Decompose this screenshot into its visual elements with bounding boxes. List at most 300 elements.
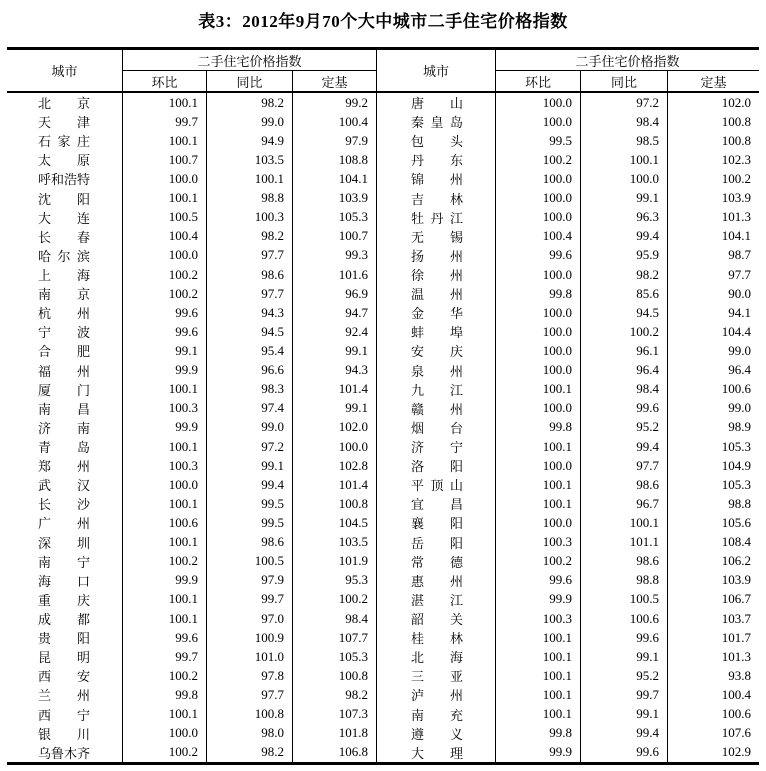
city-name-cell: 呼 和 浩 特 [7, 169, 123, 188]
city-name-cell: 石 家 庄 [7, 131, 123, 150]
fixed-base-column-header: 定基 [700, 74, 727, 90]
table-row [7, 150, 377, 169]
yoy-value-cell: 101.0 [207, 647, 293, 666]
yoy-value-cell: 94.3 [207, 303, 293, 322]
mom-value-cell: 100.0 [496, 93, 581, 112]
yoy-value-cell: 98.8 [581, 571, 668, 590]
fixed-base-value-cell: 100.8 [721, 113, 751, 129]
yoy-value-cell: 85.6 [581, 284, 668, 303]
table-row [7, 341, 377, 360]
city-name-cell: 唐 山 [377, 93, 496, 112]
mom-value-cell: 100.0 [496, 112, 581, 131]
mom-column-header: 环比 [496, 71, 581, 91]
mom-value-cell: 100.1 [496, 705, 581, 724]
fixed-base-value-cell: 94.7 [293, 303, 377, 322]
fixed-base-value-cell: 98.7 [728, 247, 751, 263]
table-row [7, 189, 377, 208]
city-name-cell: 九 江 [377, 380, 496, 399]
yoy-value-cell: 99.5 [207, 494, 293, 513]
table-row [7, 475, 377, 494]
fixed-base-value-cell: 101.8 [293, 724, 377, 743]
fixed-base-value-cell: 100.6 [721, 706, 751, 722]
table-row [7, 628, 377, 647]
table-row [7, 208, 377, 227]
fixed-base-value-cell: 103.5 [293, 533, 377, 552]
fixed-base-value-cell: 104.1 [721, 228, 751, 244]
fixed-base-value-cell: 105.6 [721, 514, 751, 530]
index-group-header: 二手住宅价格指数 [123, 50, 377, 71]
yoy-value-cell: 100.5 [581, 590, 668, 609]
mom-value-cell: 100.6 [123, 513, 207, 532]
mom-value-cell: 100.0 [496, 265, 581, 284]
table-row [377, 437, 759, 456]
city-name-cell: 襄 阳 [377, 513, 496, 532]
mom-value-cell: 99.8 [496, 724, 581, 743]
table-row [7, 533, 377, 552]
yoy-value-cell: 99.7 [207, 590, 293, 609]
fixed-base-value-cell: 108.4 [721, 534, 751, 550]
mom-value-cell: 100.1 [496, 475, 581, 494]
fixed-base-value-cell: 107.3 [293, 705, 377, 724]
city-name-cell: 北 海 [377, 647, 496, 666]
yoy-value-cell: 97.7 [207, 685, 293, 704]
table-body-left [7, 93, 377, 762]
table-row [377, 533, 759, 552]
table-row [377, 112, 759, 131]
table-row [7, 513, 377, 532]
yoy-value-cell: 98.2 [581, 265, 668, 284]
mom-value-cell: 99.9 [123, 571, 207, 590]
city-name-cell: 牡 丹 江 [377, 208, 496, 227]
yoy-value-cell: 99.5 [207, 513, 293, 532]
table-row [377, 227, 759, 246]
city-name-cell: 大 连 [7, 208, 123, 227]
mom-value-cell: 100.0 [123, 475, 207, 494]
city-name-cell: 南 充 [377, 705, 496, 724]
mom-value-cell: 99.8 [496, 418, 581, 437]
yoy-value-cell: 98.6 [581, 552, 668, 571]
fixed-base-value-cell: 100.8 [293, 666, 377, 685]
yoy-value-cell: 96.3 [581, 208, 668, 227]
fixed-base-value-cell: 98.2 [293, 685, 377, 704]
city-name-cell: 贵 阳 [7, 628, 123, 647]
yoy-value-cell: 101.1 [581, 533, 668, 552]
fixed-base-value-cell: 103.9 [721, 572, 751, 588]
city-name-cell: 西 安 [7, 666, 123, 685]
city-name-cell: 岳 阳 [377, 533, 496, 552]
yoy-value-cell: 98.6 [581, 475, 668, 494]
mom-value-cell: 100.0 [496, 341, 581, 360]
yoy-value-cell: 99.4 [581, 724, 668, 743]
table-row [7, 418, 377, 437]
yoy-value-cell: 98.2 [207, 227, 293, 246]
city-column-header: 城市 [377, 50, 496, 91]
mom-value-cell: 100.2 [123, 284, 207, 303]
table-row [7, 571, 377, 590]
fixed-base-value-cell: 100.8 [293, 494, 377, 513]
mom-value-cell: 100.3 [123, 456, 207, 475]
yoy-value-cell: 99.1 [207, 456, 293, 475]
mom-value-cell: 100.3 [496, 533, 581, 552]
fixed-base-value-cell: 105.3 [721, 476, 751, 492]
mom-value-cell: 100.2 [496, 150, 581, 169]
mom-value-cell: 100.0 [496, 189, 581, 208]
city-name-cell: 沈 阳 [7, 189, 123, 208]
table-row [7, 705, 377, 724]
fixed-base-value-cell: 102.8 [293, 456, 377, 475]
mom-value-cell: 100.0 [496, 322, 581, 341]
city-name-cell: 韶 关 [377, 609, 496, 628]
mom-value-cell: 100.1 [123, 494, 207, 513]
city-column-header: 城市 [7, 50, 123, 91]
table-row [7, 246, 377, 265]
table-row [377, 666, 759, 685]
table-row [377, 380, 759, 399]
table-row [7, 494, 377, 513]
mom-value-cell: 99.7 [123, 647, 207, 666]
table-row [377, 647, 759, 666]
fixed-base-value-cell: 104.4 [721, 323, 751, 339]
fixed-base-value-cell: 99.1 [293, 341, 377, 360]
table-row [7, 112, 377, 131]
yoy-value-cell: 99.1 [581, 705, 668, 724]
mom-value-cell: 100.1 [496, 380, 581, 399]
city-name-cell: 深 圳 [7, 533, 123, 552]
yoy-value-cell: 99.6 [581, 399, 668, 418]
city-name-cell: 宁 波 [7, 322, 123, 341]
fixed-base-value-cell: 94.3 [293, 361, 377, 380]
city-name-cell: 丹 东 [377, 150, 496, 169]
yoy-value-cell: 100.8 [207, 705, 293, 724]
fixed-base-value-cell: 101.7 [721, 629, 751, 645]
mom-value-cell: 100.0 [123, 246, 207, 265]
mom-value-cell: 100.0 [123, 724, 207, 743]
fixed-base-value-cell: 106.2 [721, 553, 751, 569]
yoy-value-cell: 99.1 [581, 647, 668, 666]
yoy-value-cell: 96.1 [581, 341, 668, 360]
city-name-cell: 洛 阳 [377, 456, 496, 475]
mom-value-cell: 100.1 [123, 437, 207, 456]
yoy-column-header: 同比 [581, 71, 668, 91]
fixed-base-value-cell: 101.9 [293, 552, 377, 571]
fixed-base-value-cell: 100.0 [293, 437, 377, 456]
table-row [377, 265, 759, 284]
mom-value-cell: 100.1 [123, 189, 207, 208]
mom-column-header: 环比 [123, 71, 207, 91]
yoy-value-cell: 100.9 [207, 628, 293, 647]
mom-value-cell: 100.0 [496, 361, 581, 380]
mom-value-cell: 100.0 [123, 169, 207, 188]
yoy-value-cell: 97.2 [207, 437, 293, 456]
table-row [7, 724, 377, 743]
fixed-base-value-cell: 103.9 [721, 190, 751, 206]
fixed-base-value-cell: 99.3 [293, 246, 377, 265]
yoy-value-cell: 98.8 [207, 189, 293, 208]
mom-value-cell: 100.1 [123, 131, 207, 150]
yoy-value-cell: 99.7 [581, 685, 668, 704]
fixed-base-value-cell: 97.9 [293, 131, 377, 150]
city-name-cell: 济 南 [7, 418, 123, 437]
yoy-value-cell: 97.7 [581, 456, 668, 475]
table-row [377, 571, 759, 590]
city-name-cell: 湛 江 [377, 590, 496, 609]
table-row [7, 131, 377, 150]
mom-value-cell: 100.7 [123, 150, 207, 169]
mom-value-cell: 99.6 [123, 628, 207, 647]
city-name-cell: 郑 州 [7, 456, 123, 475]
city-name-cell: 秦 皇 岛 [377, 112, 496, 131]
fixed-base-value-cell: 104.5 [293, 513, 377, 532]
mom-value-cell: 100.1 [496, 666, 581, 685]
fixed-base-value-cell: 105.3 [721, 438, 751, 454]
city-name-cell: 成 都 [7, 609, 123, 628]
table-row [377, 724, 759, 743]
fixed-base-value-cell: 100.6 [721, 381, 751, 397]
fixed-base-value-cell: 105.3 [293, 647, 377, 666]
table-row [377, 609, 759, 628]
mom-value-cell: 100.1 [496, 437, 581, 456]
fixed-base-value-cell: 98.8 [728, 495, 751, 511]
city-name-cell: 厦 门 [7, 380, 123, 399]
fixed-base-value-cell: 104.9 [721, 457, 751, 473]
city-name-cell: 安 庆 [377, 341, 496, 360]
fixed-base-value-cell: 106.8 [293, 743, 377, 762]
mom-value-cell: 100.4 [123, 227, 207, 246]
mom-value-cell: 99.9 [123, 361, 207, 380]
yoy-value-cell: 98.5 [581, 131, 668, 150]
table-row [7, 227, 377, 246]
yoy-value-cell: 99.6 [581, 628, 668, 647]
mom-value-cell: 100.2 [123, 552, 207, 571]
yoy-value-cell: 100.1 [581, 150, 668, 169]
city-name-cell: 烟 台 [377, 418, 496, 437]
table-header-left [7, 50, 377, 93]
yoy-value-cell: 95.9 [581, 246, 668, 265]
table-row [377, 628, 759, 647]
city-name-cell: 重 庆 [7, 590, 123, 609]
table-row [7, 685, 377, 704]
mom-value-cell: 100.0 [496, 208, 581, 227]
mom-value-cell: 99.8 [496, 284, 581, 303]
mom-value-cell: 100.2 [123, 666, 207, 685]
table-left-half [7, 50, 377, 762]
fixed-base-value-cell: 99.0 [728, 342, 751, 358]
yoy-value-cell: 96.7 [581, 494, 668, 513]
fixed-base-value-cell: 103.7 [721, 610, 751, 626]
city-name-cell: 昆 明 [7, 647, 123, 666]
city-name-cell: 乌 鲁 木 齐 [7, 743, 123, 762]
city-name-cell: 南 昌 [7, 399, 123, 418]
city-name-cell: 吉 林 [377, 189, 496, 208]
city-name-cell: 泉 州 [377, 361, 496, 380]
city-name-cell: 蚌 埠 [377, 322, 496, 341]
fixed-base-value-cell: 101.3 [721, 209, 751, 225]
city-name-cell: 惠 州 [377, 571, 496, 590]
city-name-cell: 扬 州 [377, 246, 496, 265]
fixed-base-value-cell: 101.4 [293, 475, 377, 494]
city-name-cell: 金 华 [377, 303, 496, 322]
mom-value-cell: 100.2 [123, 265, 207, 284]
yoy-value-cell: 99.0 [207, 112, 293, 131]
yoy-value-cell: 98.6 [207, 533, 293, 552]
table-row [7, 609, 377, 628]
table-row [377, 361, 759, 380]
mom-value-cell: 100.1 [123, 380, 207, 399]
fixed-base-value-cell: 107.6 [721, 725, 751, 741]
table-row [377, 322, 759, 341]
fixed-base-value-cell: 103.9 [293, 189, 377, 208]
city-name-cell: 常 德 [377, 552, 496, 571]
mom-value-cell: 99.6 [496, 246, 581, 265]
mom-value-cell: 100.0 [496, 303, 581, 322]
city-name-cell: 包 头 [377, 131, 496, 150]
yoy-value-cell: 99.0 [207, 418, 293, 437]
fixed-base-value-cell: 92.4 [293, 322, 377, 341]
yoy-value-cell: 98.3 [207, 380, 293, 399]
city-name-cell: 大 理 [377, 743, 496, 762]
table-row [7, 666, 377, 685]
mom-value-cell: 99.6 [496, 571, 581, 590]
mom-value-cell: 100.3 [123, 399, 207, 418]
table-row [7, 456, 377, 475]
city-name-cell: 济 宁 [377, 437, 496, 456]
city-name-cell: 哈 尔 滨 [7, 246, 123, 265]
fixed-base-value-cell: 100.8 [721, 132, 751, 148]
yoy-value-cell: 96.6 [207, 361, 293, 380]
yoy-value-cell: 98.4 [581, 112, 668, 131]
city-name-cell: 青 岛 [7, 437, 123, 456]
fixed-base-value-cell: 108.8 [293, 150, 377, 169]
table-row [7, 361, 377, 380]
yoy-value-cell: 100.6 [581, 609, 668, 628]
city-name-cell: 广 州 [7, 513, 123, 532]
mom-value-cell: 100.1 [123, 93, 207, 112]
table-row [377, 169, 759, 188]
yoy-value-cell: 95.4 [207, 341, 293, 360]
table-row [7, 380, 377, 399]
mom-value-cell: 99.1 [123, 341, 207, 360]
mom-value-cell: 100.1 [496, 685, 581, 704]
city-name-cell: 北 京 [7, 93, 123, 112]
mom-value-cell: 99.9 [123, 418, 207, 437]
yoy-value-cell: 95.2 [581, 418, 668, 437]
mom-value-cell: 100.1 [123, 533, 207, 552]
yoy-value-cell: 98.2 [207, 93, 293, 112]
city-name-cell: 合 肥 [7, 341, 123, 360]
fixed-base-value-cell: 107.7 [293, 628, 377, 647]
table-body-right [377, 93, 759, 762]
yoy-value-cell: 98.6 [207, 265, 293, 284]
fixed-base-value-cell: 106.7 [721, 591, 751, 607]
city-name-cell: 南 宁 [7, 552, 123, 571]
fixed-base-value-cell: 99.1 [293, 399, 377, 418]
city-name-cell: 海 口 [7, 571, 123, 590]
city-name-cell: 长 沙 [7, 494, 123, 513]
fixed-base-value-cell: 94.1 [728, 304, 751, 320]
table-row [377, 513, 759, 532]
table-header-right [377, 50, 759, 93]
fixed-base-value-cell: 101.3 [721, 648, 751, 664]
fixed-base-value-cell: 100.7 [293, 227, 377, 246]
yoy-value-cell: 103.5 [207, 150, 293, 169]
yoy-value-cell: 99.4 [581, 437, 668, 456]
yoy-value-cell: 99.1 [581, 189, 668, 208]
table-row [7, 743, 377, 762]
table-row [7, 322, 377, 341]
city-name-cell: 赣 州 [377, 399, 496, 418]
index-group-header: 二手住宅价格指数 [496, 50, 759, 71]
table-row [377, 189, 759, 208]
table-row [7, 303, 377, 322]
mom-value-cell: 99.8 [123, 685, 207, 704]
yoy-value-cell: 98.0 [207, 724, 293, 743]
table-row [7, 169, 377, 188]
city-name-cell: 温 州 [377, 284, 496, 303]
mom-value-cell: 100.0 [496, 456, 581, 475]
yoy-value-cell: 100.5 [207, 552, 293, 571]
city-name-cell: 无 锡 [377, 227, 496, 246]
table-row [377, 685, 759, 704]
mom-value-cell: 100.0 [496, 399, 581, 418]
fixed-base-value-cell: 102.0 [721, 94, 751, 110]
city-name-cell: 银 川 [7, 724, 123, 743]
yoy-value-cell: 98.4 [581, 380, 668, 399]
table-row [377, 475, 759, 494]
yoy-value-cell: 99.4 [207, 475, 293, 494]
yoy-value-cell: 99.4 [581, 227, 668, 246]
table-row [377, 93, 759, 112]
table-row [377, 456, 759, 475]
mom-value-cell: 99.9 [496, 590, 581, 609]
city-name-cell: 平 顶 山 [377, 475, 496, 494]
mom-value-cell: 100.0 [496, 513, 581, 532]
table-row [7, 647, 377, 666]
fixed-base-value-cell: 93.8 [728, 667, 751, 683]
fixed-base-value-cell: 105.3 [293, 208, 377, 227]
city-name-cell: 杭 州 [7, 303, 123, 322]
yoy-value-cell: 97.8 [207, 666, 293, 685]
table-row [7, 265, 377, 284]
yoy-value-cell: 95.2 [581, 666, 668, 685]
yoy-value-cell: 96.4 [581, 361, 668, 380]
city-name-cell: 南 京 [7, 284, 123, 303]
city-name-cell: 桂 林 [377, 628, 496, 647]
table-row [377, 341, 759, 360]
yoy-value-cell: 97.7 [207, 284, 293, 303]
fixed-base-value-cell: 102.0 [293, 418, 377, 437]
fixed-base-value-cell: 100.2 [721, 170, 751, 186]
city-name-cell: 遵 义 [377, 724, 496, 743]
fixed-base-value-cell: 99.0 [728, 400, 751, 416]
fixed-base-value-cell: 98.4 [293, 609, 377, 628]
mom-value-cell: 99.9 [496, 743, 581, 762]
city-name-cell: 天 津 [7, 112, 123, 131]
mom-value-cell: 99.6 [123, 322, 207, 341]
table-row [7, 284, 377, 303]
mom-value-cell: 99.5 [496, 131, 581, 150]
mom-value-cell: 99.7 [123, 112, 207, 131]
fixed-base-value-cell: 100.4 [293, 112, 377, 131]
table-row [377, 208, 759, 227]
fixed-base-value-cell: 99.2 [293, 93, 377, 112]
yoy-value-cell: 97.9 [207, 571, 293, 590]
mom-value-cell: 100.5 [123, 208, 207, 227]
mom-value-cell: 100.1 [123, 590, 207, 609]
fixed-base-value-cell: 95.3 [293, 571, 377, 590]
fixed-base-value-cell: 98.9 [728, 419, 751, 435]
table-row [377, 590, 759, 609]
mom-value-cell: 99.6 [123, 303, 207, 322]
